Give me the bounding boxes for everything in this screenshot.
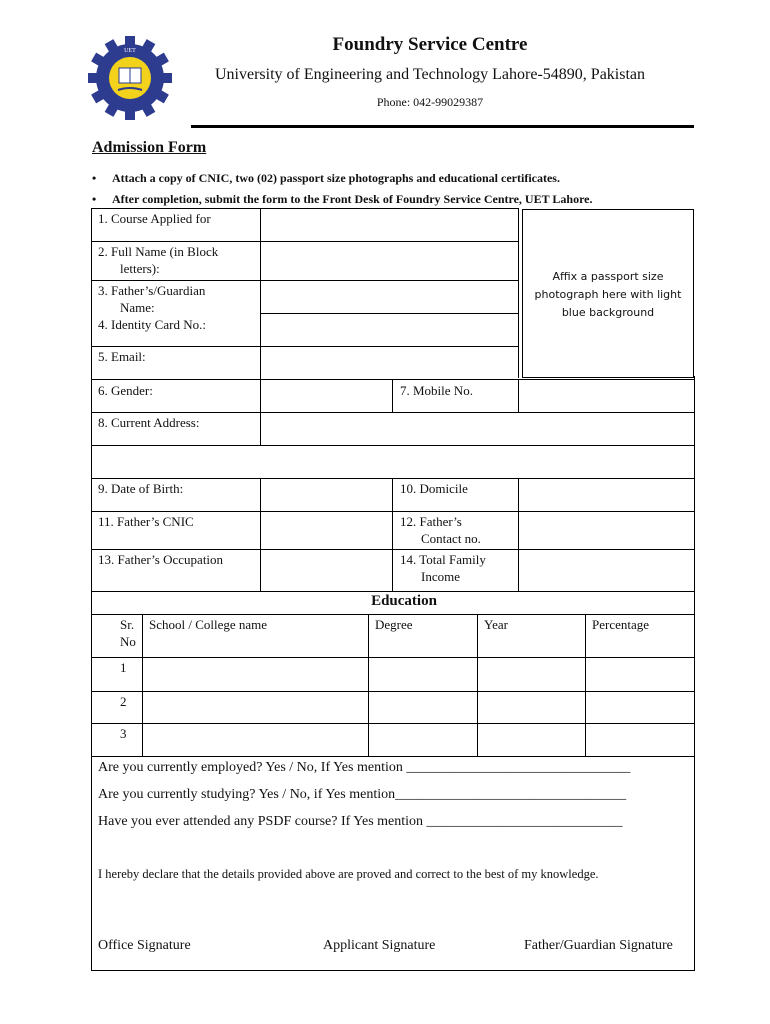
instruction-item: • After completion, submit the form to the Front Desk of Foundry Service Centre, UET Lahore. bbox=[92, 192, 593, 206]
mobile-input[interactable] bbox=[520, 381, 693, 411]
label-identity-card: 4. Identity Card No.: bbox=[98, 317, 206, 332]
gender-input[interactable] bbox=[262, 381, 391, 411]
label-full-name: 2. Full Name (in Block letters): bbox=[98, 244, 219, 276]
full-name-input[interactable] bbox=[262, 243, 517, 279]
label-father-occupation: 13. Father’s Occupation bbox=[98, 552, 224, 567]
applicant-signature[interactable]: Applicant Signature bbox=[323, 938, 436, 953]
address-input-line-2[interactable] bbox=[93, 447, 693, 477]
label-mobile: 7. Mobile No. bbox=[400, 383, 473, 398]
email-input[interactable] bbox=[262, 348, 517, 378]
edu-header-year: Year bbox=[484, 617, 508, 632]
identity-card-input[interactable] bbox=[262, 315, 517, 345]
instruction-item: • Attach a copy of CNIC, two (02) passport size photographs and educational certificates. bbox=[92, 171, 560, 185]
edu-row-number: 1 bbox=[120, 660, 127, 675]
logo-lettering: UET bbox=[124, 48, 136, 54]
declaration-text: I hereby declare that the details provided above are proved and correct to the best of my knowledge. bbox=[98, 867, 599, 881]
question-employed[interactable]: Are you currently employed? Yes / No, If Yes mention ________________________________ bbox=[98, 760, 631, 775]
label-father-contact: 12. Father’s Contact no. bbox=[400, 514, 481, 546]
photo-instruction: Affix a passport size photograph here with light blue background bbox=[534, 270, 682, 319]
label-family-income: 14. Total Family Income bbox=[400, 552, 486, 584]
centre-title: Foundry Service Centre bbox=[332, 34, 528, 55]
label-address: 8. Current Address: bbox=[98, 415, 200, 430]
label-email: 5. Email: bbox=[98, 349, 146, 364]
label-gender: 6. Gender: bbox=[98, 383, 153, 398]
guardian-signature[interactable]: Father/Guardian Signature bbox=[524, 938, 673, 953]
label-course: 1. Course Applied for bbox=[98, 211, 211, 226]
edu-header-school: School / College name bbox=[149, 617, 268, 632]
office-signature[interactable]: Office Signature bbox=[98, 938, 191, 953]
question-psdf[interactable]: Have you ever attended any PSDF course? If Yes mention ____________________________ bbox=[98, 814, 623, 829]
label-domicile: 10. Domicile bbox=[400, 481, 468, 496]
header-divider bbox=[191, 125, 694, 128]
edu-header-sr: Sr. No bbox=[120, 617, 136, 649]
address-input[interactable] bbox=[262, 414, 693, 444]
father-name-input[interactable] bbox=[262, 282, 517, 312]
edu-row-number: 3 bbox=[120, 726, 127, 741]
label-father-cnic: 11. Father’s CNIC bbox=[98, 514, 194, 529]
label-father-name: 3. Father’s/Guardian Name: bbox=[98, 283, 206, 315]
course-input[interactable] bbox=[262, 210, 517, 240]
edu-row-number: 2 bbox=[120, 694, 127, 709]
edu-header-percentage: Percentage bbox=[592, 617, 650, 632]
university-address: University of Engineering and Technology Lahore-54890, Pakistan bbox=[214, 66, 646, 83]
label-dob: 9. Date of Birth: bbox=[98, 481, 184, 496]
phone-number: Phone: 042-99029387 bbox=[376, 95, 484, 109]
education-title: Education bbox=[371, 593, 437, 609]
edu-header-degree: Degree bbox=[375, 617, 413, 632]
form-title: Admission Form bbox=[92, 139, 207, 156]
question-studying[interactable]: Are you currently studying? Yes / No, if Yes mention_________________________________ bbox=[98, 787, 627, 802]
